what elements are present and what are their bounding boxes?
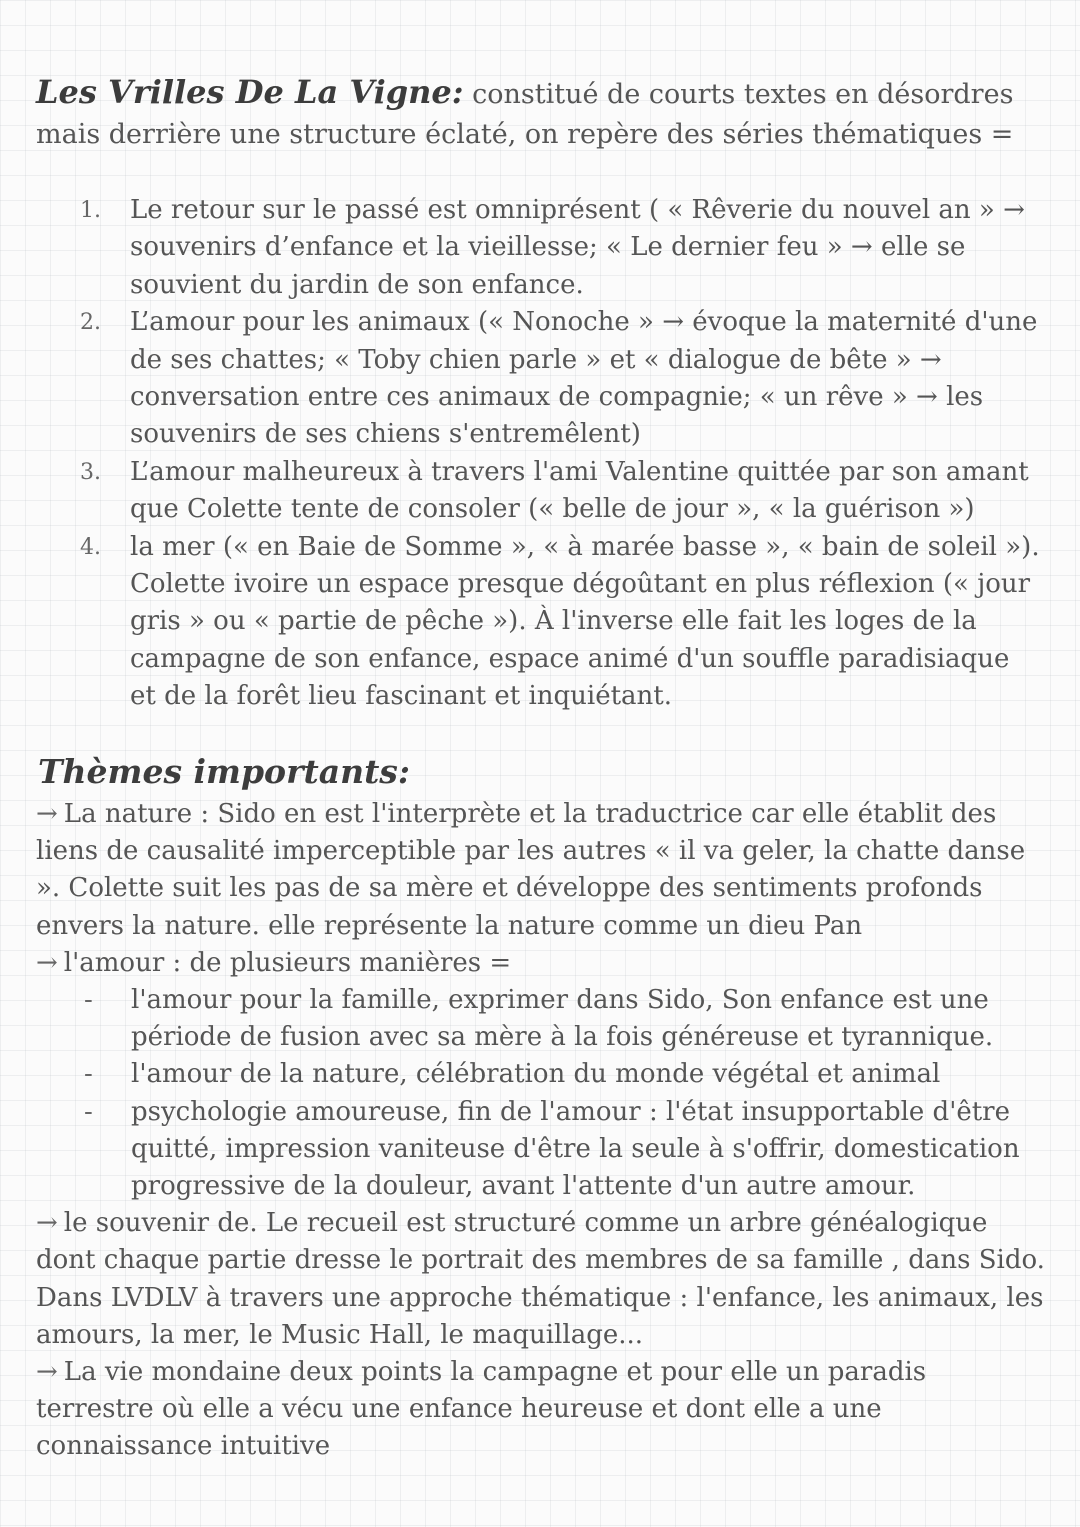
- dash-bullet: -: [84, 985, 93, 1016]
- arrow-icon: →: [36, 799, 58, 829]
- arrow-icon: →: [36, 1357, 58, 1388]
- theme-vie-mondaine-text: La vie mondaine deux points la campagne et pour elle un paradis terrestre où elle a vécu une enfance heureuse et dont elle a une connaissance intuitive: [36, 1357, 927, 1462]
- list-item: [80, 454, 1040, 529]
- list-number: 4.: [80, 534, 101, 560]
- list-number: 3.: [80, 459, 101, 485]
- list-item-text: L’amour malheureux à travers l'ami Valentine quittée par son amant que Colette tente de consoler (« belle de jour », « la guérison »): [130, 456, 1029, 525]
- intro-title: Les Vrilles De La Vigne:: [36, 73, 464, 111]
- list-item-text: la mer (« en Baie de Somme », « à marée basse », « bain de soleil »). Colette ivoire un espace presque dégoûtant en plus réflexion (« jour gris » ou « partie de pêche »). À l'inverse elle fait les loges de la campagne de son enfance, espace animé d'un souffle paradisiaque et de la forêt lieu fascinant et inquiétant.: [130, 531, 1040, 712]
- list-item-text: L’amour pour les animaux (« Nonoche » → évoque la maternité d'une de ses chattes; « Toby chien parle » et « dialogue de bête » → conversation entre ces animaux de compagnie; « un rêve » → les souvenirs de ses chiens s'entremêlent): [130, 307, 1038, 450]
- list-number: 2.: [80, 310, 101, 336]
- theme-vie-mondaine: [36, 1354, 1046, 1466]
- list-item: [80, 529, 1040, 716]
- list-item: [36, 982, 1046, 1056]
- theme-souvenir-text: le souvenir de. Le recueil est structuré comme un arbre généalogique dont chaque partie dresse le portrait des membres de sa famille , dans Sido. Dans LVDLV à travers une approche thématique : l'enfance, les animaux, les amours, la mer, le Music Hall, le maquillage...: [36, 1208, 1045, 1350]
- list-item-text: psychologie amoureuse, fin de l'amour : l'état insupportable d'être quitté, impression vaniteuse d'être la seule à s'offrir, domestication progressive de la douleur, avant l'attente d'un autre amour.: [131, 1096, 1020, 1202]
- amour-bullet-list: [36, 982, 1046, 1205]
- intro-paragraph: [36, 72, 1036, 155]
- dash-bullet: -: [84, 1096, 93, 1127]
- list-item: [80, 304, 1040, 454]
- arrow-icon: →: [36, 1208, 58, 1239]
- list-item-text: Le retour sur le passé est omniprésent ( « Rêverie du nouvel an » → souvenirs d’enfance et la vieillesse; « Le dernier feu » → elle se souvient du jardin de son enfance.: [130, 195, 1025, 300]
- list-item-text: l'amour pour la famille, exprimer dans Sido, Son enfance est une période de fusion avec sa mère à la fois généreuse et tyrannique.: [131, 985, 994, 1053]
- theme-nature-text: La nature : Sido en est l'interprète et la traductrice car elle établit des liens de causalité imperceptible par les autres « il va geler, la chatte danse ». Colette suit les pas de sa mère et développe des sentiments profonds envers la nature. elle représente la nature comme un dieu Pan: [36, 799, 1026, 941]
- theme-nature: [36, 796, 1046, 945]
- themes-heading: Thèmes importants:: [38, 752, 411, 791]
- theme-amour: [36, 945, 1046, 982]
- dash-bullet: -: [84, 1059, 93, 1090]
- theme-amour-text: l'amour : de plusieurs manières =: [63, 947, 512, 978]
- list-item: [36, 1056, 1046, 1093]
- themes-numbered-list: [80, 192, 1040, 716]
- list-item: [36, 1094, 1046, 1206]
- list-item: [80, 192, 1040, 304]
- themes-section: [36, 796, 1046, 1466]
- theme-souvenir: [36, 1205, 1046, 1354]
- list-number: 1.: [80, 198, 101, 223]
- list-item-text: l'amour de la nature, célébration du monde végétal et animal: [131, 1059, 941, 1090]
- arrow-icon: →: [36, 947, 58, 978]
- intro-text: constitué de courts textes en désordres mais derrière une structure éclaté, on repère des séries thématiques =: [36, 79, 1014, 150]
